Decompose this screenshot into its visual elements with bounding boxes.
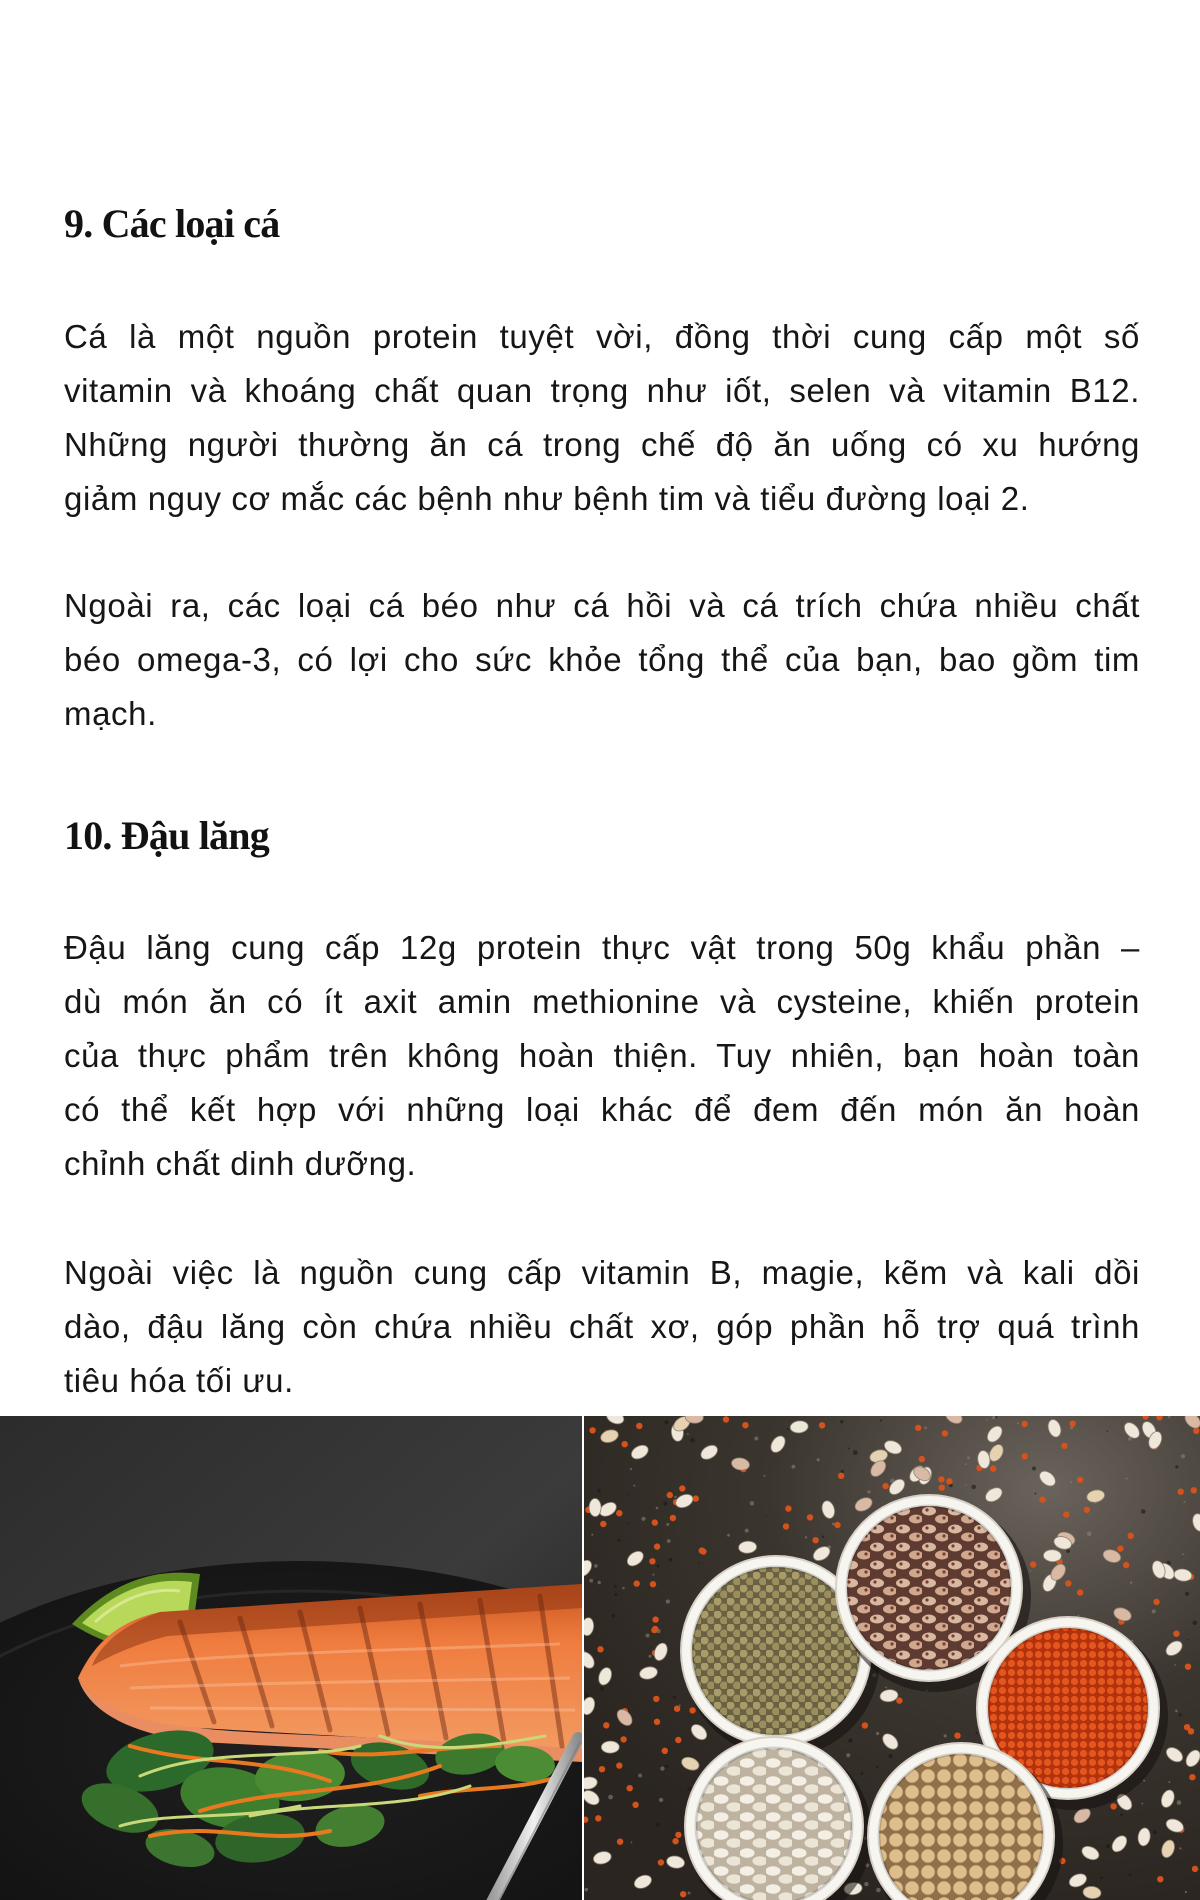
granite-speckle [614, 1593, 617, 1596]
granite-speckle [688, 1892, 691, 1895]
red-lentil [617, 1839, 623, 1845]
paragraph-line: tiêu hóa tối ưu. [64, 1362, 294, 1399]
red-lentil [783, 1523, 789, 1529]
red-lentil [938, 1476, 944, 1482]
granite-speckle [1188, 1639, 1190, 1641]
granite-speckle [876, 1732, 879, 1735]
granite-speckle [1179, 1847, 1181, 1849]
granite-speckle [585, 1888, 589, 1892]
red-lentil [1184, 1724, 1190, 1730]
granite-speckle [1107, 1430, 1109, 1432]
granite-speckle [1032, 1467, 1036, 1471]
granite-speckle [864, 1882, 868, 1886]
granite-speckle [1175, 1465, 1178, 1468]
granite-speckle [666, 1523, 669, 1526]
salmon-photo [0, 1416, 582, 1900]
red-lentil [600, 1521, 606, 1527]
red-lentil [680, 1891, 686, 1897]
red-lentil [649, 1558, 655, 1564]
granite-speckle [667, 1539, 671, 1543]
granite-speckle [1017, 1422, 1019, 1424]
granite-speckle [595, 1580, 597, 1582]
granite-speckle [1126, 1478, 1128, 1480]
paragraph-line: của thực phẩm trên không hoàn thiện. Tuy nhiên, bạn hoàn toàn [64, 1037, 1140, 1074]
granite-speckle [1066, 1549, 1070, 1553]
granite-speckle [975, 1732, 977, 1734]
granite-speckle [663, 1502, 667, 1506]
granite-speckle [846, 1753, 850, 1757]
paragraph-line: vitamin và khoáng chất quan trọng như iốt, selen và vitamin B12. [64, 372, 1140, 409]
granite-speckle [1174, 1664, 1176, 1666]
granite-speckle [1181, 1454, 1185, 1458]
red-lentil [1153, 1599, 1159, 1605]
granite-speckle [1130, 1582, 1132, 1584]
red-lentil [1061, 1443, 1067, 1449]
section-heading-fish: 9. Các loại cá [64, 201, 280, 246]
red-lentil [812, 1537, 818, 1543]
granite-speckle [840, 1420, 843, 1423]
granite-speckle [1185, 1891, 1187, 1893]
granite-speckle [1106, 1844, 1110, 1848]
granite-speckle [627, 1522, 629, 1524]
red-lentil [634, 1580, 640, 1586]
red-lentil [1178, 1489, 1184, 1495]
granite-speckle [754, 1437, 758, 1441]
granite-speckle [1168, 1781, 1170, 1783]
granite-speckle [699, 1881, 701, 1883]
granite-speckle [652, 1574, 654, 1576]
granite-speckle [817, 1458, 820, 1461]
granite-speckle [1143, 1780, 1145, 1782]
red-lentil [616, 1762, 622, 1768]
granite-speckle [698, 1562, 700, 1564]
red-lentil [819, 1422, 825, 1428]
red-lentil [654, 1543, 660, 1549]
paragraph-line: Những người thường ăn cá trong chế độ ăn uống có xu hướng [64, 426, 1140, 463]
granite-speckle [1141, 1803, 1143, 1805]
red-lentil [1157, 1876, 1163, 1882]
granite-speckle [805, 1536, 807, 1538]
granite-speckle [659, 1798, 663, 1802]
granite-speckle [666, 1599, 670, 1603]
section-heading-lentils: 10. Đậu lăng [64, 813, 269, 858]
red-lentil [838, 1473, 844, 1479]
paragraph-line: Ngoài ra, các loại cá béo như cá hồi và cá trích chứa nhiều chất [64, 587, 1140, 624]
granite-speckle [995, 1416, 997, 1418]
red-lentil [915, 1425, 921, 1431]
red-lentil [1189, 1774, 1195, 1780]
red-lentil [1117, 1545, 1123, 1551]
granite-speckle [727, 1534, 730, 1537]
granite-speckle [1193, 1620, 1198, 1625]
granite-speckle [965, 1484, 967, 1486]
granite-speckle [673, 1696, 676, 1699]
granite-speckle [608, 1795, 613, 1800]
granite-speckle [1070, 1481, 1072, 1483]
granite-speckle [924, 1426, 927, 1429]
granite-speckle [687, 1433, 689, 1435]
granite-speckle [1175, 1710, 1178, 1713]
paragraph-line: Cá là một nguồn protein tuyệt vời, đồng thời cung cấp một số [64, 318, 1140, 355]
paragraph-line: giảm nguy cơ mắc các bệnh như bệnh tim và tiểu đường loại 2. [64, 480, 1030, 517]
granite-speckle [1182, 1553, 1184, 1555]
granite-speckle [614, 1585, 617, 1588]
red-lentil [689, 1707, 695, 1713]
granite-speckle [1183, 1501, 1185, 1503]
paragraph-fish-omega3 [64, 579, 1140, 741]
red-lentil [1063, 1511, 1069, 1517]
granite-speckle [764, 1475, 766, 1477]
red-lentil [597, 1646, 603, 1652]
red-lentil [627, 1785, 633, 1791]
granite-speckle [1034, 1493, 1036, 1495]
paragraph-line: Đậu lăng cung cấp 12g protein thực vật trong 50g khẩu phần – [64, 929, 1140, 966]
red-lentil [742, 1422, 748, 1428]
granite-speckle [656, 1823, 660, 1827]
red-lentil [595, 1815, 601, 1821]
granite-speckle [792, 1465, 796, 1469]
red-lentil [679, 1485, 685, 1491]
granite-speckle [617, 1539, 620, 1542]
granite-speckle [745, 1529, 749, 1533]
red-lentil [990, 1465, 996, 1471]
paragraph-line: béo omega-3, có lợi cho sức khỏe tổng thể của bạn, bao gồm tim [64, 641, 1140, 678]
paragraph-line: mạch. [64, 695, 157, 732]
granite-speckle [1179, 1713, 1182, 1716]
granite-speckle [888, 1754, 892, 1758]
granite-speckle [626, 1493, 628, 1495]
red-lentil [882, 1483, 888, 1489]
red-lentil [674, 1706, 680, 1712]
red-lentil [1191, 1487, 1197, 1493]
legumes-illustration [584, 1416, 1200, 1900]
granite-speckle [986, 1419, 988, 1421]
red-lentil [834, 1522, 840, 1528]
salmon-illustration [0, 1416, 582, 1900]
red-lentil [785, 1505, 791, 1511]
granite-speckle [867, 1490, 870, 1493]
granite-speckle [633, 1485, 635, 1487]
granite-speckle [664, 1420, 668, 1424]
red-lentil [658, 1859, 664, 1865]
granite-speckle [971, 1485, 976, 1490]
granite-speckle [848, 1448, 850, 1450]
paragraph-line: dào, đậu lăng còn chứa nhiều chất xơ, góp phần hỗ trợ quá trình [64, 1308, 1140, 1345]
granite-speckle [1030, 1570, 1032, 1572]
granite-speckle [861, 1772, 864, 1775]
granite-speckle [641, 1517, 645, 1521]
granite-speckle [853, 1450, 858, 1455]
red-lentil [653, 1696, 659, 1702]
granite-speckle [1177, 1800, 1182, 1805]
red-lentil [672, 1838, 678, 1844]
paragraph-lentils-protein [64, 921, 1140, 1191]
paragraph-line: Ngoài việc là nguồn cung cấp vitamin B, magie, kẽm và kali dồi [64, 1254, 1140, 1291]
granite-speckle [967, 1456, 970, 1459]
granite-speckle [750, 1501, 754, 1505]
red-lentil [675, 1737, 681, 1743]
granite-speckle [848, 1738, 853, 1743]
granite-speckle [656, 1507, 659, 1510]
red-lentil [1110, 1803, 1116, 1809]
granite-speckle [646, 1634, 650, 1638]
white-bean [589, 1498, 601, 1516]
granite-speckle [589, 1579, 593, 1583]
granite-speckle [594, 1564, 598, 1568]
granite-speckle [631, 1842, 633, 1844]
red-lentil [1192, 1866, 1198, 1872]
red-lentil [1084, 1507, 1090, 1513]
red-lentil [650, 1581, 656, 1587]
granite-speckle [1087, 1532, 1092, 1537]
red-lentil [693, 1495, 699, 1501]
red-lentil [807, 1514, 813, 1520]
granite-speckle [1185, 1592, 1189, 1596]
granite-speckle [597, 1489, 601, 1493]
granite-speckle [765, 1515, 767, 1517]
granite-speckle [638, 1774, 642, 1778]
granite-speckle [885, 1686, 887, 1688]
granite-speckle [1141, 1509, 1146, 1514]
paragraph-lentils-nutrients [64, 1246, 1140, 1408]
red-lentil [723, 1416, 729, 1422]
granite-speckle [630, 1468, 632, 1470]
red-lentil [620, 1736, 626, 1742]
paragraph-line: có thể kết hợp với những loại khác để đem đến món ăn hoàn [64, 1091, 1140, 1128]
red-lentil [1193, 1428, 1199, 1434]
granite-speckle [1129, 1873, 1132, 1876]
white-bean [601, 1741, 619, 1753]
red-lentil [662, 1748, 668, 1754]
red-lentil [1173, 1631, 1179, 1637]
red-lentil [652, 1616, 658, 1622]
granite-speckle [669, 1558, 673, 1562]
red-lentil [632, 1802, 638, 1808]
granite-speckle [598, 1581, 601, 1584]
red-lentil [1123, 1562, 1129, 1568]
granite-speckle [600, 1687, 604, 1691]
red-lentil [1022, 1453, 1028, 1459]
granite-speckle [787, 1428, 789, 1430]
granite-speckle [591, 1534, 593, 1536]
granite-speckle [880, 1419, 882, 1421]
granite-speckle [876, 1888, 881, 1893]
red-lentil [670, 1515, 676, 1521]
red-lentil [946, 1478, 952, 1484]
red-lentil [1065, 1580, 1071, 1586]
red-lentil [1077, 1589, 1083, 1595]
red-lentil [862, 1722, 868, 1728]
red-lentil [919, 1456, 925, 1462]
granite-speckle [822, 1536, 825, 1539]
granite-speckle [1100, 1876, 1103, 1879]
red-lentil [1021, 1421, 1027, 1427]
paragraph-line: dù món ăn có ít axit amin methionine và cysteine, khiến protein [64, 983, 1140, 1020]
red-lentil [652, 1519, 658, 1525]
red-lentil [675, 1832, 681, 1838]
granite-speckle [876, 1766, 878, 1768]
granite-speckle [1153, 1830, 1157, 1834]
granite-speckle [612, 1614, 616, 1618]
granite-speckle [649, 1655, 652, 1658]
granite-speckle [944, 1734, 947, 1737]
red-lentil [1077, 1477, 1083, 1483]
red-lentil [699, 1547, 705, 1553]
granite-speckle [622, 1587, 624, 1589]
red-lentil [652, 1626, 658, 1632]
red-lentil [603, 1722, 609, 1728]
granite-speckle [690, 1438, 695, 1443]
granite-speckle [660, 1766, 664, 1770]
granite-speckle [656, 1565, 659, 1568]
red-lentil [622, 1441, 628, 1447]
red-lentil [636, 1423, 642, 1429]
red-lentil [939, 1485, 945, 1491]
red-lentil [1039, 1496, 1045, 1502]
red-lentil [1069, 1421, 1075, 1427]
red-lentil [942, 1430, 948, 1436]
paragraph-line: chỉnh chất dinh dưỡng. [64, 1145, 417, 1182]
granite-speckle [1152, 1609, 1156, 1613]
granite-speckle [665, 1765, 668, 1768]
red-lentil [589, 1427, 595, 1433]
red-lentil [954, 1732, 960, 1738]
granite-speckle [992, 1416, 995, 1419]
granite-speckle [687, 1787, 691, 1791]
red-lentil [654, 1719, 660, 1725]
red-lentil [896, 1697, 902, 1703]
legumes-photo [584, 1416, 1200, 1900]
paragraph-fish-intro [64, 310, 1140, 526]
red-lentil [1030, 1561, 1036, 1567]
granite-speckle [674, 1496, 676, 1498]
red-lentil [667, 1492, 673, 1498]
granite-speckle [965, 1463, 967, 1465]
red-lentil [1185, 1664, 1191, 1670]
red-lentil [1128, 1533, 1134, 1539]
red-lentil [616, 1510, 622, 1516]
granite-speckle [1078, 1615, 1080, 1617]
red-lentil [599, 1766, 605, 1772]
granite-speckle [1120, 1813, 1123, 1816]
